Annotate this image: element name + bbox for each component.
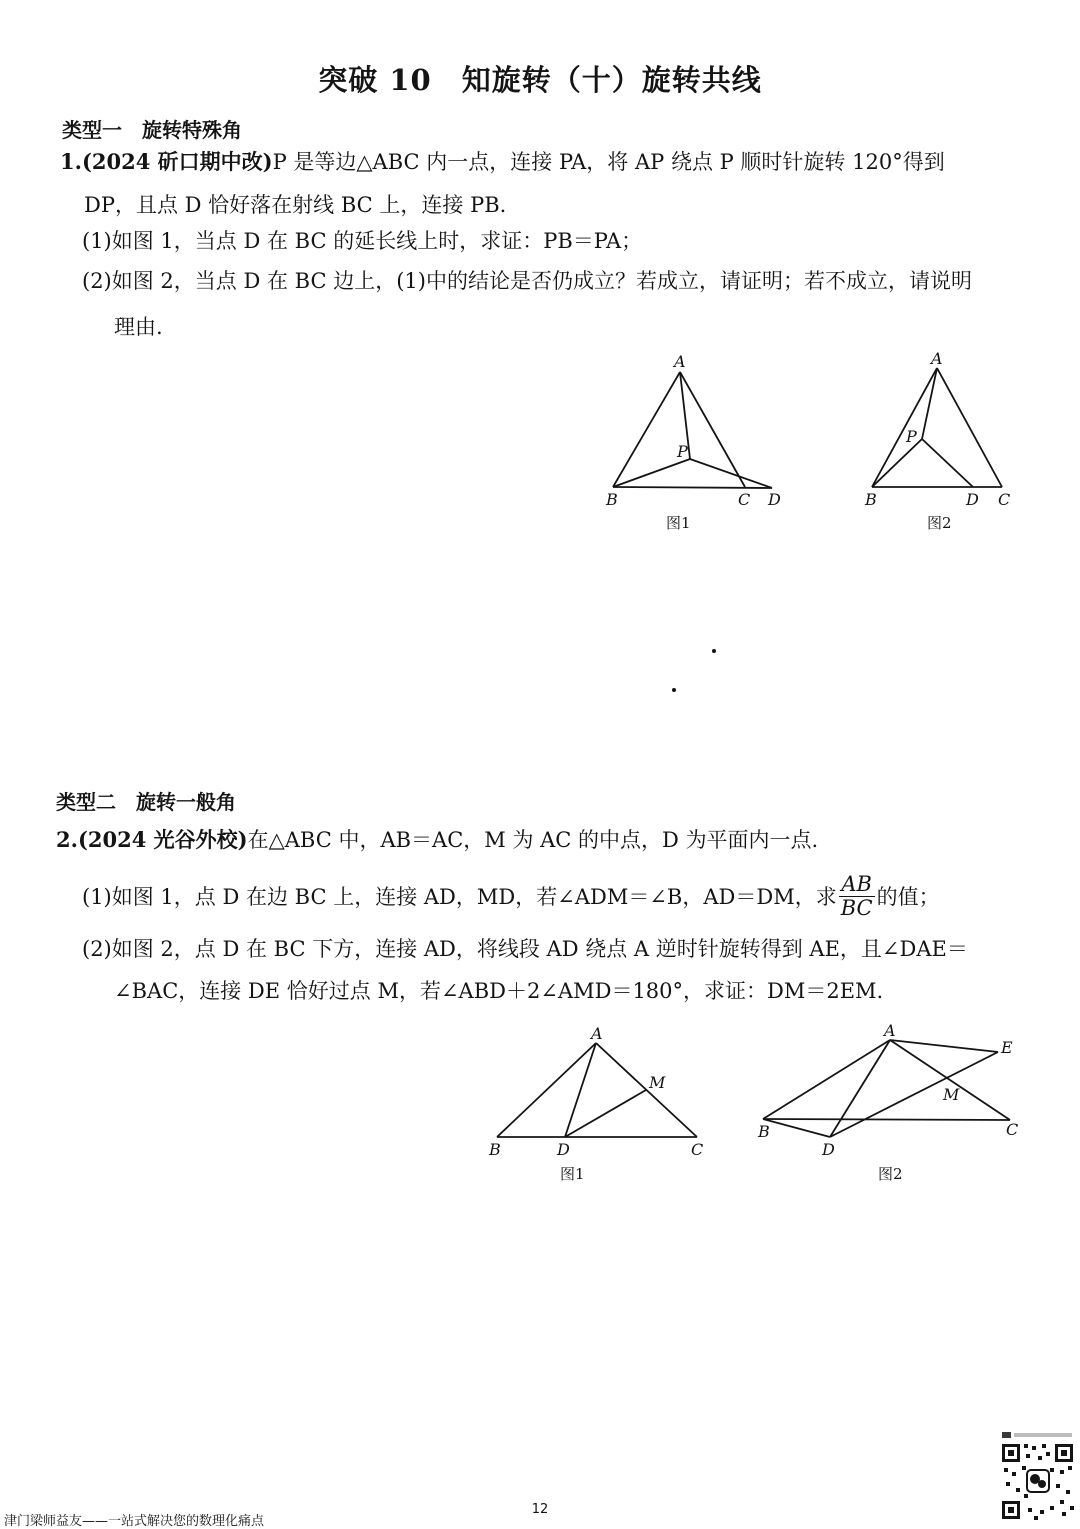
- label-a: A: [674, 352, 686, 371]
- section-heading-type-1: 类型一 旋转特殊角: [62, 118, 242, 142]
- segment-ac: [937, 368, 1002, 487]
- question-1-number: 1.: [60, 149, 82, 174]
- label-a: A: [931, 350, 943, 368]
- fraction-denominator: BC: [840, 895, 873, 920]
- question-1-line-2: DP，且点 D 恰好落在射线 BC 上，连接 PB.: [84, 193, 507, 217]
- question-1-stem: P 是等边△ABC 内一点，连接 PA，将 AP 绕点 P 顺时针旋转 120°得到: [272, 150, 945, 174]
- question-1-source: (2024 斫口期中改): [81, 149, 273, 174]
- question-2-part-1-end: 的值；: [876, 885, 940, 909]
- label-b: B: [758, 1122, 770, 1141]
- label-p: P: [906, 427, 917, 446]
- label-d: D: [768, 490, 781, 509]
- question-2-part-2: (2)如图 2，点 D 在 BC 下方，连接 AD，将线段 AD 绕点 A 逆时针旋转得到 AE，且∠DAE＝: [82, 937, 968, 961]
- fraction-numerator: AB: [839, 873, 875, 896]
- figure-caption: 图1: [560, 1165, 585, 1183]
- label-d: D: [557, 1140, 570, 1159]
- label-c: C: [1006, 1120, 1019, 1139]
- figure-caption: 图2: [878, 1165, 903, 1183]
- label-p: P: [677, 442, 688, 461]
- segment-ab: [763, 1040, 890, 1119]
- label-b: B: [865, 490, 877, 509]
- label-c: C: [691, 1140, 704, 1159]
- section-heading-type-2: 类型二 旋转一般角: [56, 790, 236, 814]
- label-a: A: [591, 1024, 603, 1043]
- label-e: E: [1001, 1038, 1013, 1057]
- question-2-part-1: [82, 866, 940, 926]
- segment-ac: [596, 1043, 697, 1137]
- question-2-line-1: [56, 824, 818, 854]
- label-b: B: [489, 1140, 501, 1159]
- label-d: D: [822, 1140, 835, 1159]
- segment-bd: [613, 487, 772, 488]
- label-c: C: [738, 490, 751, 509]
- question-2-stem: 在△ABC 中，AB＝AC，M 为 AC 的中点，D 为平面内一点.: [247, 828, 819, 852]
- page-title: 突破 10 知旋转（十）旋转共线: [318, 63, 762, 97]
- label-a: A: [884, 1022, 896, 1040]
- label-b: B: [606, 490, 618, 509]
- figure-q1-2: [860, 350, 1040, 540]
- stray-dot: [672, 688, 676, 692]
- segment-pb: [613, 459, 690, 487]
- segment-ac: [680, 372, 745, 487]
- question-2-source: (2024 光谷外校): [77, 827, 248, 852]
- segment-dm: [565, 1090, 646, 1137]
- segment-bc: [763, 1119, 1010, 1120]
- figure-q2-1: [480, 1022, 720, 1187]
- label-d: D: [966, 490, 979, 509]
- question-1-part-2-end: 理由.: [114, 315, 163, 339]
- figure-q2-2: [750, 1022, 1030, 1187]
- segment-pd: [922, 439, 973, 487]
- segment-pb: [872, 439, 922, 487]
- question-2-number: 2.: [56, 827, 78, 852]
- segment-ab: [872, 368, 937, 487]
- label-c: C: [998, 490, 1011, 509]
- footer-text: 津门梁师益友——一站式解决您的数理化痛点: [4, 1514, 265, 1529]
- question-1-line-1: [60, 146, 945, 176]
- label-m: M: [943, 1085, 960, 1104]
- label-m: M: [649, 1073, 666, 1092]
- question-2-part-2-end: ∠BAC，连接 DE 恰好过点 M，若∠ABD＋2∠AMD＝180°，求证：DM＝2EM.: [114, 979, 884, 1003]
- question-1-part-1: (1)如图 1，当点 D 在 BC 的延长线上时，求证：PB＝PA；: [82, 229, 643, 253]
- segment-ab: [613, 372, 680, 487]
- figure-caption: 图1: [666, 514, 691, 532]
- question-1-part-2: (2)如图 2，当点 D 在 BC 边上，(1)中的结论是否仍成立？若成立，请证明；若不成立，请说明: [82, 269, 972, 293]
- fraction-ab-over-bc: [839, 873, 875, 918]
- question-2-part-1-text: (1)如图 1，点 D 在边 BC 上，连接 AD，MD，若∠ADM＝∠B，AD＝DM，求: [82, 885, 837, 909]
- figure-caption: 图2: [927, 514, 952, 532]
- qr-code-icon: [1000, 1430, 1076, 1522]
- stray-dot: [712, 649, 716, 653]
- segment-ap: [922, 368, 937, 439]
- page-number: 12: [531, 1502, 549, 1517]
- figure-q1-1: [600, 350, 790, 540]
- segment-bd: [763, 1119, 830, 1137]
